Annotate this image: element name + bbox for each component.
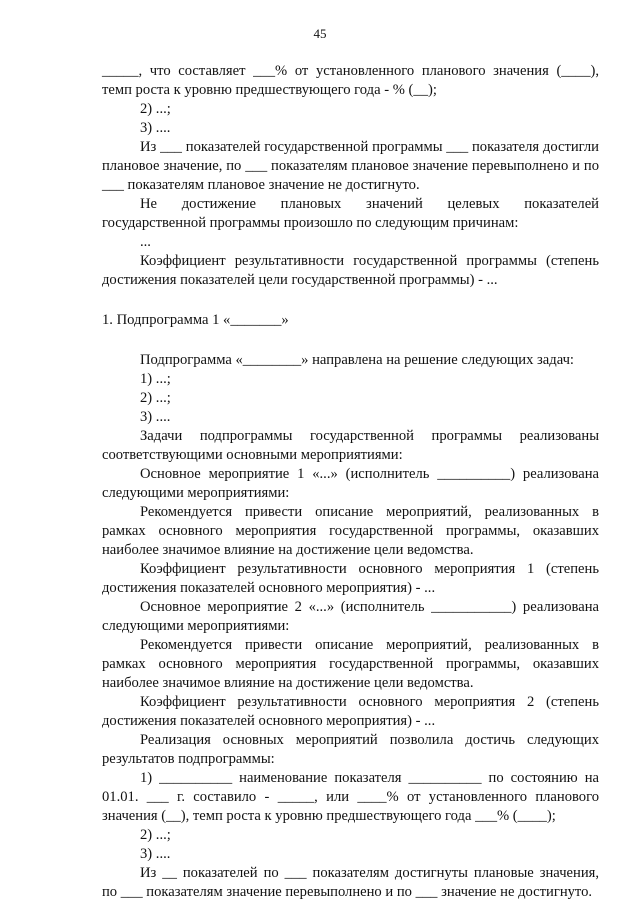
- paragraph: ...: [140, 234, 151, 250]
- paragraph: _____, что составляет ___% от установленного планового значения (____),: [102, 63, 599, 79]
- document-body: [102, 62, 599, 902]
- paragraph: Рекомендуется привести описание мероприятий, реализованных в рамках основного мероприятия государственной программы, оказавших наиболее значимое влияние на достижение цели ведомства.: [102, 504, 599, 558]
- paragraph: Основное мероприятие 2 «...» (исполнитель ___________) реализована следующими мероприятиями:: [102, 599, 599, 634]
- paragraph: 2) ...;: [140, 101, 171, 117]
- paragraph: Подпрограмма «________» направлена на решение следующих задач:: [140, 352, 574, 368]
- paragraph: 3) ....: [140, 846, 171, 862]
- paragraph: Из ___ показателей государственной программы ___ показателя достигли плановое значение, по ___ показателям плановое значение перевыполнено и по ___ показателям плановое значение не достигнуто.: [102, 139, 599, 193]
- paragraph: Не достижение плановых значений целевых показателей государственной программы произошло по следующим причинам:: [102, 196, 599, 231]
- section-heading: 1. Подпрограмма 1 «_______»: [102, 312, 289, 328]
- paragraph: Реализация основных мероприятий позволила достичь следующих результатов подпрограммы:: [102, 732, 599, 767]
- page-number: 45: [313, 26, 327, 41]
- paragraph: Коэффициент результативности основного мероприятия 1 (степень достижения показателей основного мероприятия) - ...: [102, 561, 599, 596]
- paragraph: темп роста к уровню предшествующего года - % (__);: [102, 82, 437, 98]
- paragraph: Коэффициент результативности государственной программы (степень достижения показателей цели государственной программы) - ...: [102, 253, 599, 288]
- paragraph: 3) ....: [140, 409, 171, 425]
- paragraph: Из __ показателей по ___ показателям достигнуты плановые значения, по ___ показателям значение перевыполнено и по ___ значение не достигнуто.: [102, 865, 599, 900]
- paragraph: Коэффициент результативности основного мероприятия 2 (степень достижения показателей основного мероприятия) - ...: [102, 694, 599, 729]
- paragraph: Рекомендуется привести описание мероприятий, реализованных в рамках основного мероприятия государственной программы, оказавших наиболее значимое влияние на достижение цели ведомства.: [102, 637, 599, 691]
- paragraph: 1) __________ наименование показателя __________ по состоянию на 01.01. ___ г. составило - _____, или ____% от установленного планового значения (__), темп роста к уровню предшествующего года ___% (____);: [102, 770, 599, 824]
- paragraph: 2) ...;: [140, 390, 171, 406]
- paragraph: Основное мероприятие 1 «...» (исполнитель __________) реализована следующими мероприятиями:: [102, 466, 599, 501]
- paragraph: 2) ...;: [140, 827, 171, 843]
- paragraph: 1) ...;: [140, 371, 171, 387]
- paragraph: 3) ....: [140, 120, 171, 136]
- paragraph: Задачи подпрограммы государственной программы реализованы соответствующими основными мероприятиями:: [102, 428, 599, 463]
